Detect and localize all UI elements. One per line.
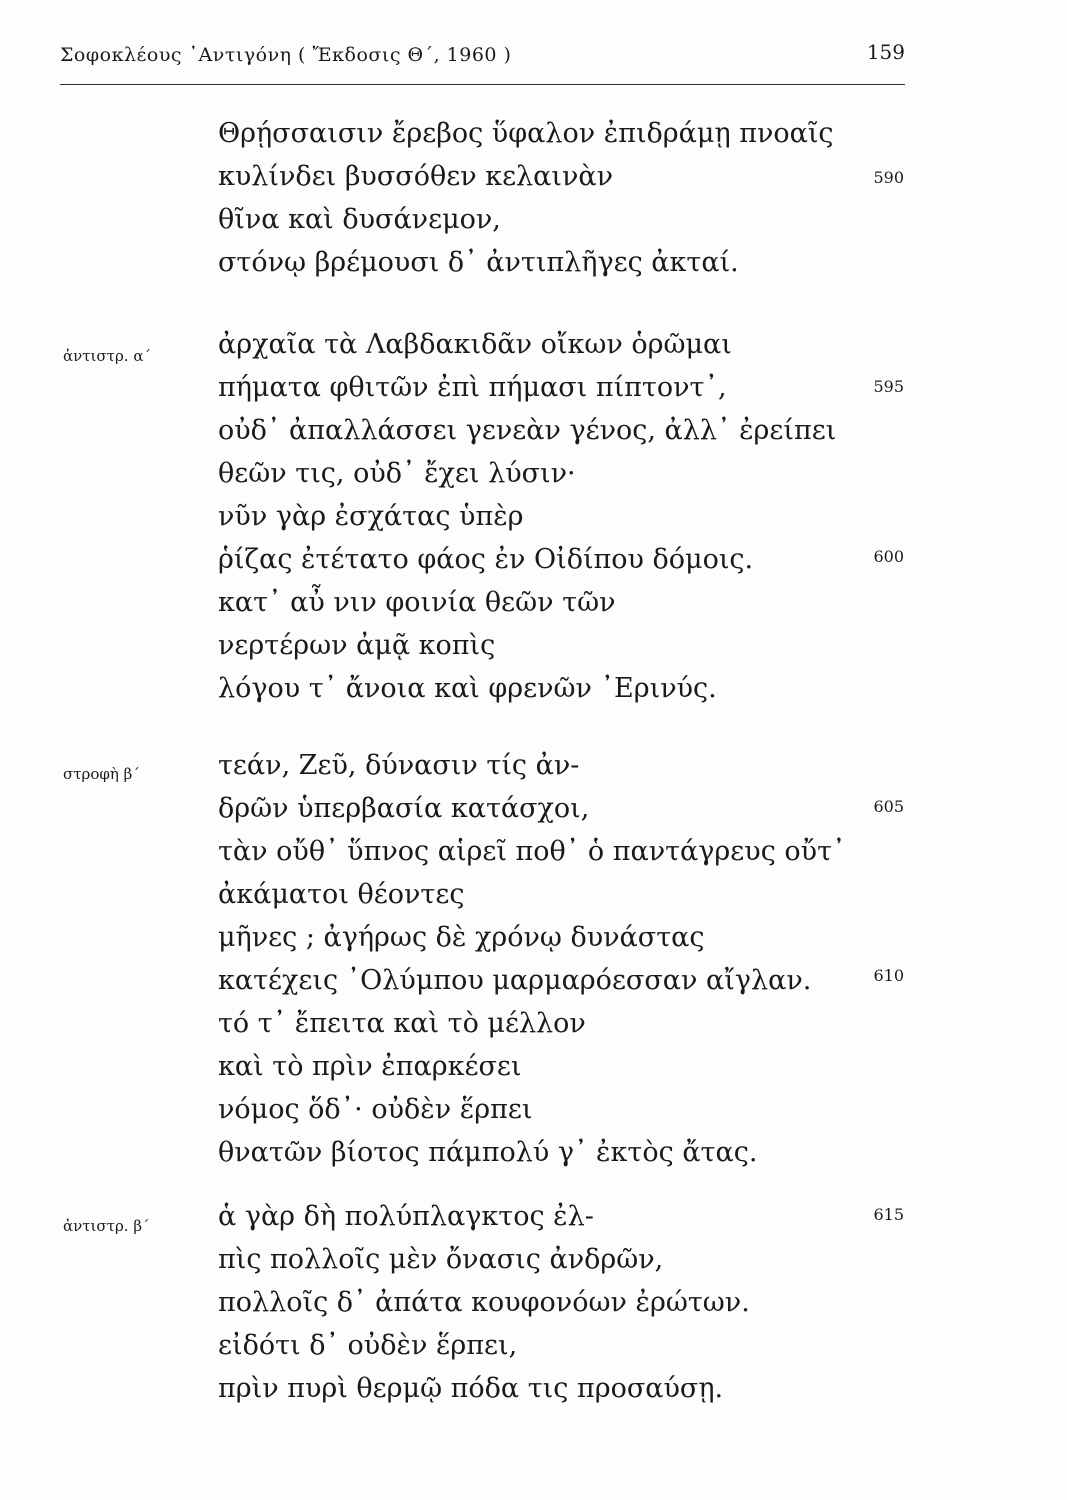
- verse-line: ἀκάματοι θέοντες: [218, 879, 465, 910]
- verse-line: κατέχεις ᾿Ολύμπου μαρμαρόεσσαν αἴγλαν.: [218, 965, 812, 996]
- verse-line: λόγου τ᾿ ἄνοια καὶ φρενῶν ᾿Ερινύς.: [218, 673, 717, 704]
- verse-line: πολλοῖς δ᾿ ἀπάτα κουφονόων ἐρώτων.: [218, 1287, 750, 1318]
- line-number: 610: [873, 966, 904, 985]
- verse-line: κατ᾿ αὖ νιν φοινία θεῶν τῶν: [218, 587, 616, 618]
- verse-line: θῖνα καὶ δυσάνεμον,: [218, 204, 501, 235]
- stanza-label: ἀντιστρ. β΄: [63, 1217, 150, 1235]
- verse-line: Θρῄσσαισιν ἔρεβος ὕφαλον ἐπιδράμῃ πνοαῖς: [218, 118, 834, 149]
- verse-line: οὐδ᾿ ἀπαλλάσσει γενεὰν γένος, ἀλλ᾿ ἐρείπει: [218, 415, 837, 446]
- verse-line: κυλίνδει βυσσόθεν κελαινὰν: [218, 161, 614, 192]
- verse-line: θνατῶν βίοτος πάμπολύ γ᾿ ἐκτὸς ἄτας.: [218, 1137, 758, 1168]
- line-number: 605: [873, 797, 904, 816]
- verse-line: νόμος ὅδ᾿· οὐδὲν ἕρπει: [218, 1094, 533, 1125]
- verse-line: εἰδότι δ᾿ οὐδὲν ἕρπει,: [218, 1330, 518, 1361]
- verse-line: τό τ᾿ ἔπειτα καὶ τὸ μέλλον: [218, 1008, 586, 1039]
- verse-line: νῦν γὰρ ἐσχάτας ὑπὲρ: [218, 501, 524, 532]
- line-number: 615: [873, 1205, 904, 1224]
- verse-line: καὶ τὸ πρὶν ἐπαρκέσει: [218, 1051, 522, 1082]
- verse-line: μῆνες ; ἀγήρως δὲ χρόνῳ δυνάστας: [218, 922, 705, 953]
- line-number: 600: [873, 547, 904, 566]
- running-title: Σοφοκλέους ᾿Αντιγόνη ( Ἔκδοσις Θ΄, 1960 ): [60, 44, 512, 66]
- verse-line: πήματα φθιτῶν ἐπὶ πήμασι πίπτοντ᾿,: [218, 372, 727, 403]
- verse-line: θεῶν τις, οὐδ᾿ ἔχει λύσιν·: [218, 458, 576, 489]
- verse-line: τεάν, Ζεῦ, δύνασιν τίς ἀν-: [218, 750, 580, 781]
- verse-line: δρῶν ὑπερβασία κατάσχοι,: [218, 793, 590, 824]
- line-number: 595: [873, 377, 904, 396]
- verse-line: ῥίζας ἐτέτατο φάος ἐν Οἰδίπου δόμοις.: [218, 544, 754, 575]
- stanza-label: ἀντιστρ. α΄: [63, 347, 151, 365]
- stanza-label: στροφὴ β΄: [63, 765, 140, 783]
- verse-line: ἀρχαῖα τὰ Λαβδακιδᾶν οἴκων ὁρῶμαι: [218, 329, 732, 360]
- verse-line: πρὶν πυρὶ θερμῷ πόδα τις προσαύσῃ.: [218, 1373, 724, 1404]
- page-number: 159: [866, 40, 905, 64]
- verse-line: τὰν οὔθ᾿ ὕπνος αἱρεῖ ποθ᾿ ὁ παντάγρευς οὔτ᾿: [218, 836, 846, 867]
- running-head: [60, 40, 905, 85]
- verse-line: ἁ γὰρ δὴ πολύπλαγκτος ἐλ-: [218, 1201, 594, 1232]
- verse-line: νερτέρων ἀμᾷ κοπὶς: [218, 630, 496, 661]
- verse-line: στόνῳ βρέμουσι δ᾿ ἀντιπλῆγες ἀκταί.: [218, 247, 739, 278]
- verse-line: πὶς πολλοῖς μὲν ὄνασις ἀνδρῶν,: [218, 1244, 664, 1275]
- line-number: 590: [873, 168, 904, 187]
